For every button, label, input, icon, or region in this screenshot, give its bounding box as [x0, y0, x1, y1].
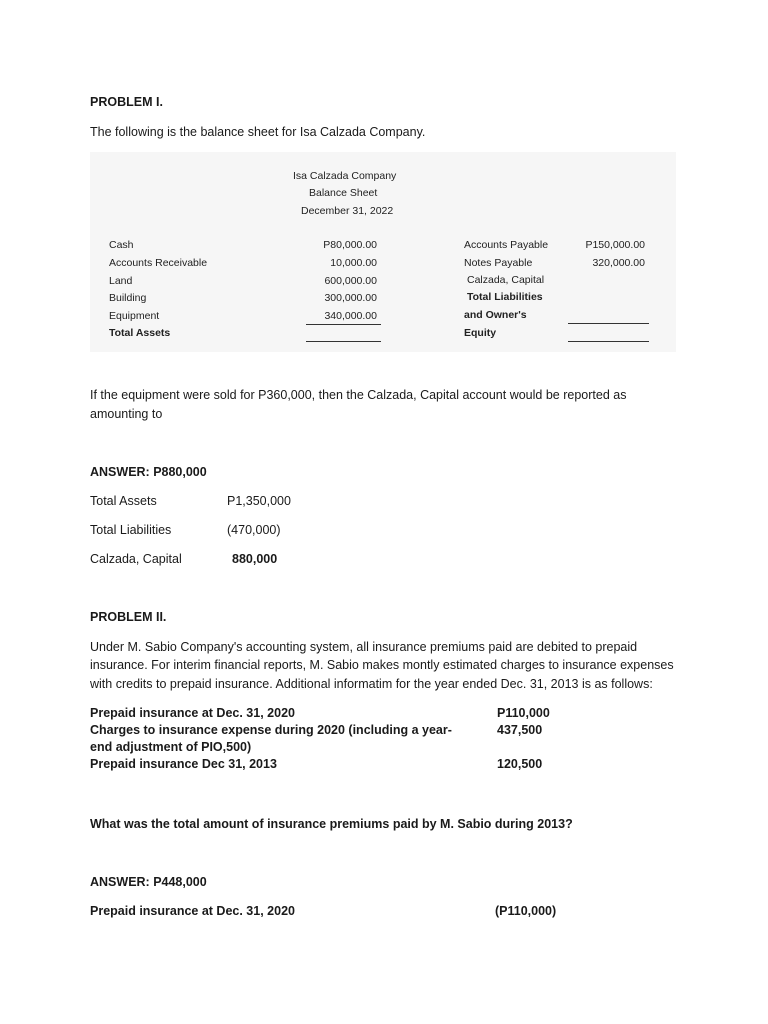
bs-underline: [568, 341, 649, 342]
bs-asset-value: 340,000.00: [324, 310, 377, 322]
bs-underline: [306, 341, 381, 342]
problem2-item-value: 437,500: [497, 723, 543, 737]
computation-label: Total Assets: [90, 494, 157, 508]
bs-asset-value: P80,000.00: [323, 239, 377, 251]
problem2-paragraph-line: insurance. For interim financial reports, M. Sabio makes montly estimated charges to insurance expenses: [90, 658, 674, 672]
problem1-heading: PROBLEM I.: [90, 95, 163, 109]
problem2-question: What was the total amount of insurance premiums paid by M. Sabio during 2013?: [90, 817, 573, 831]
bs-total-liab-label-2: and Owner's: [464, 309, 527, 321]
bs-title: Balance Sheet: [309, 187, 378, 199]
bs-underline: [568, 323, 649, 324]
bs-liability-label: Calzada, Capital: [467, 274, 545, 286]
problem2-item-value: P110,000: [497, 706, 550, 720]
problem2-item-label: Charges to insurance expense during 2020 (including a year-: [90, 723, 452, 737]
bs-asset-value: 600,000.00: [324, 275, 377, 287]
problem1-intro: The following is the balance sheet for Isa Calzada Company.: [90, 125, 426, 139]
bs-asset-label: Accounts Receivable: [109, 257, 208, 269]
computation-value: P1,350,000: [227, 494, 291, 508]
bs-asset-label: Building: [109, 292, 147, 304]
problem1-question-line1: If the equipment were sold for P360,000, then the Calzada, Capital account would be reported as: [90, 388, 627, 402]
bs-total-liab-label-3: Equity: [464, 327, 497, 339]
problem2-heading: PROBLEM II.: [90, 610, 167, 624]
problem2-item-label: end adjustment of PIO,500): [90, 740, 252, 754]
computation-label: Calzada, Capital: [90, 552, 182, 566]
bs-liability-label: Notes Payable: [464, 257, 533, 269]
bs-asset-label: Equipment: [109, 310, 160, 322]
problem1-question-line2: amounting to: [90, 407, 163, 421]
bs-liability-label: Accounts Payable: [464, 239, 549, 251]
problem2-answer: ANSWER: P448,000: [90, 875, 207, 889]
computation-label: Prepaid insurance at Dec. 31, 2020: [90, 904, 295, 918]
problem2-item-label: Prepaid insurance at Dec. 31, 2020: [90, 706, 295, 720]
bs-date: December 31, 2022: [301, 205, 394, 217]
bs-asset-value: 10,000.00: [330, 257, 377, 269]
computation-label: Total Liabilities: [90, 523, 172, 537]
bs-asset-label: Land: [109, 275, 133, 287]
bs-asset-label: Cash: [109, 239, 134, 251]
problem2-paragraph-line: Under M. Sabio Company's accounting system, all insurance premiums paid are debited to prepaid: [90, 640, 638, 654]
bs-company: Isa Calzada Company: [293, 170, 397, 182]
problem2-item-value: 120,500: [497, 757, 543, 771]
computation-value: (P110,000): [495, 904, 557, 918]
computation-value: (470,000): [227, 523, 281, 537]
bs-liability-value: P150,000.00: [585, 239, 645, 251]
problem2-item-label: Prepaid insurance Dec 31, 2013: [90, 757, 277, 771]
problem2-paragraph-line: with credits to prepaid insurance. Additional informatim for the year ended Dec. 31, 2013 is as follows:: [90, 677, 653, 691]
bs-asset-value: 300,000.00: [324, 292, 377, 304]
problem1-answer: ANSWER: P880,000: [90, 465, 207, 479]
bs-total-liab-label-1: Total Liabilities: [467, 291, 543, 303]
computation-value: 880,000: [232, 552, 278, 566]
bs-underline: [306, 324, 381, 325]
bs-total-assets-label: Total Assets: [109, 327, 171, 339]
bs-liability-value: 320,000.00: [592, 257, 645, 269]
